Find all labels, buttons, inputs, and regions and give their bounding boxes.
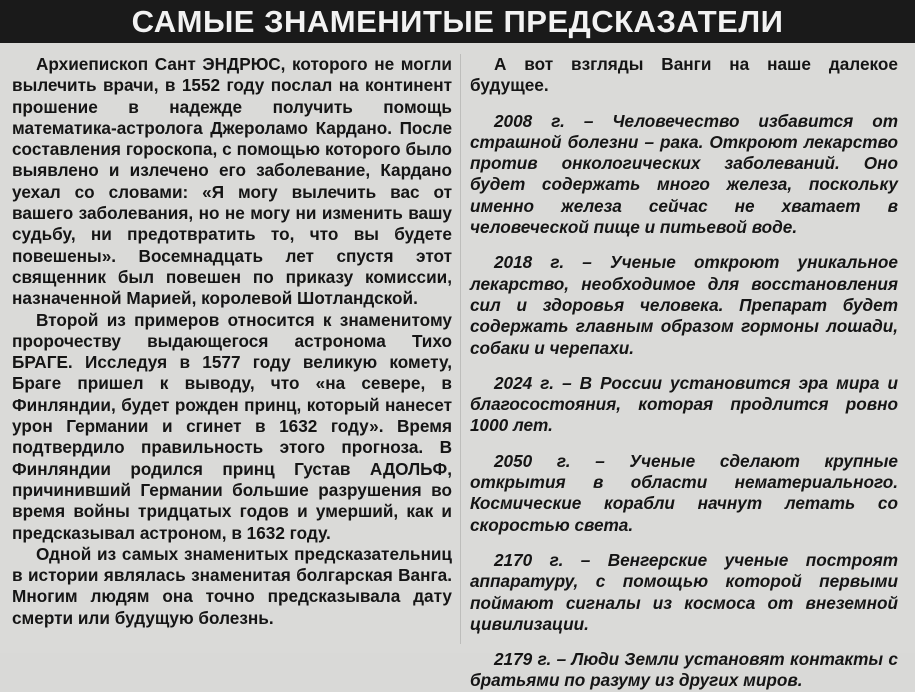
title-banner xyxy=(0,0,915,43)
prediction-item: 2018 г. – Ученые откроют уникальное лекарство, необходимое для восстановления сил и здоровья человека. Препарат будет содержать главным образом гормоны лошади, собаки и черепахи. xyxy=(470,252,898,358)
prediction-item: 2179 г. – Люди Земли установят контакты с братьями по разуму из других миров. xyxy=(470,649,898,691)
page-title: САМЫЕ ЗНАМЕНИТЫЕ ПРЕДСКАЗАТЕЛИ xyxy=(131,4,784,39)
prediction-item: 2008 г. – Человечество избавится от страшной болезни – рака. Откроют лекарство против онкологических заболеваний. Оно будет содержать много железа, поскольку именно железа сейчас не хватает в человеческой пище и питьевой воде. xyxy=(470,110,898,238)
prediction-item: 2170 г. – Венгерские ученые построят аппаратуру, с помощью которой первыми поймают сигналы из космоса от внеземной цивилизации. xyxy=(470,549,898,634)
right-column xyxy=(470,54,898,692)
column-divider xyxy=(460,54,461,644)
prediction-item: 2024 г. – В России установится эра мира и благосостояния, которая продлится ровно 1000 лет. xyxy=(470,372,898,436)
article-paragraph: Архиепископ Сант ЭНДРЮС, которого не могли вылечить врачи, в 1552 году послал на континент прошение в надежде получить помощь математика-астролога Джероламо Кардано. После составления гороскопа, с помощью которого было выявлено и излечено его заболевание, Кардано уехал со словами: «Я могу вылечить вас от вашего заболевания, но не могу ни изменить вашу судьбу, ни предотвратить то, что вы будете повешены». Восемнадцать лет спустя этот священник был повешен по приказу комиссии, назначенной Марией, королевой Шотландской. xyxy=(12,54,452,309)
article-paragraph: Второй из примеров относится к знаменитому пророчеству выдающегося астронома Тихо БРАГЕ. Исследуя в 1577 году великую комету, Браге пришел к выводу, что «на севере, в Финляндии, будет рожден принц, который нанесет урон Германии и сгинет в 1632 году». Время подтвердило правильность этого прогноза. В Финляндии родился принц Густав АДОЛЬФ, причинивший Германии большие разрушения во время войны тридцатых годов и умерший, как и предсказывал астроном, в 1632 году. xyxy=(12,309,452,543)
predictions-intro: А вот взгляды Ванги на наше далекое будущее. xyxy=(470,54,898,96)
article-paragraph: Одной из самых знаменитых предсказательниц в истории являлась знаменитая болгарская Ванга. Многим людям она точно предсказывала дату смерти или будущую болезнь. xyxy=(12,543,452,628)
prediction-item: 2050 г. – Ученые сделают крупные открытия в области нематериального. Космические корабли начнут летать со скоростью света. xyxy=(470,450,898,535)
left-column xyxy=(12,54,452,629)
